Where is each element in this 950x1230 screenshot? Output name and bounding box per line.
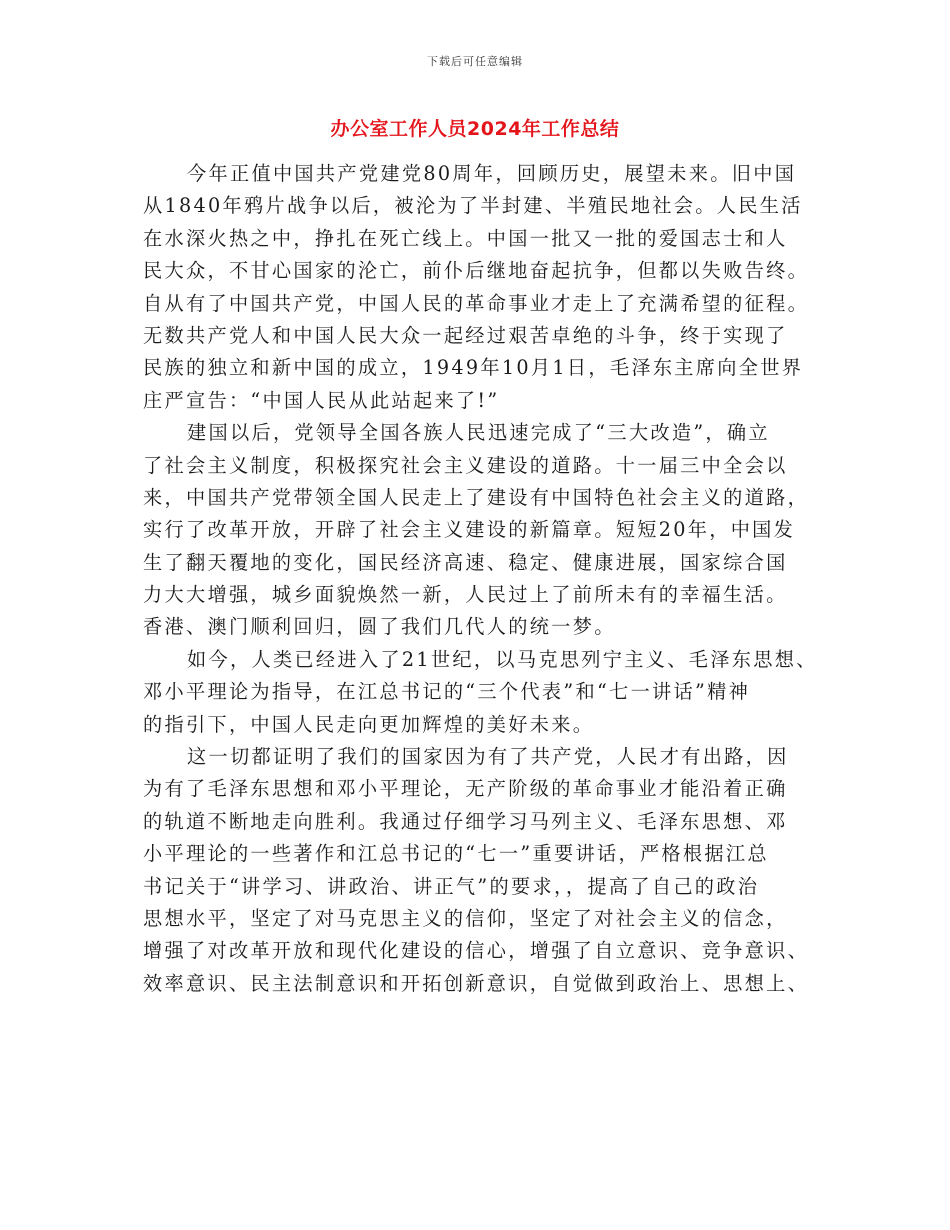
paragraph-line: 民大众，不甘心国家的沦亡，前仆后继地奋起抗争，但都以失败告终。 bbox=[143, 259, 810, 283]
document-body bbox=[143, 158, 823, 1000]
paragraph-line: 在水深火热之中，挣扎在死亡线上。中国一批又一批的爱国志士和人 bbox=[143, 226, 788, 250]
header-note: 下载后可任意编辑 bbox=[427, 55, 523, 68]
paragraph-line: 建国以后，党领导全国各族人民迅速完成了“三大改造”，确立 bbox=[187, 421, 770, 445]
paragraph-line: 从1840年鸦片战争以后，被沦为了半封建、半殖民地社会。人民生活 bbox=[143, 194, 803, 218]
paragraph-1 bbox=[143, 158, 823, 417]
paragraph-line: 的指引下，中国人民走向更加辉煌的美好未来。 bbox=[143, 712, 595, 736]
paragraph-line: 民族的独立和新中国的成立，1949年10月1日，毛泽东主席向全世界 bbox=[143, 356, 804, 380]
paragraph-line: 香港、澳门顺利回归，圆了我们几代人的统一梦。 bbox=[143, 615, 616, 639]
paragraph-line: 实行了改革开放，开辟了社会主义建设的新篇章。短短20年，中国发 bbox=[143, 518, 796, 542]
paragraph-line: 增强了对改革开放和现代化建设的信心，增强了自立意识、竞争意识、 bbox=[143, 939, 810, 963]
paragraph-line: 来，中国共产党带领全国人民走上了建设有中国特色社会主义的道路， bbox=[143, 485, 810, 509]
document-title: 办公室工作人员2024年工作总结 bbox=[330, 118, 620, 140]
paragraph-line: 小平理论的一些著作和江总书记的“七一”重要讲话，严格根据江总 bbox=[143, 842, 769, 866]
paragraph-line: 今年正值中国共产党建党80周年，回顾历史，展望未来。旧中国 bbox=[187, 162, 797, 185]
paragraph-3 bbox=[143, 644, 823, 741]
paragraph-line: 自从有了中国共产党，中国人民的革命事业才走上了充满希望的征程。 bbox=[143, 291, 810, 315]
paragraph-line: 无数共产党人和中国人民大众一起经过艰苦卓绝的斗争，终于实现了 bbox=[143, 323, 788, 347]
paragraph-4 bbox=[143, 741, 823, 1000]
paragraph-line: 效率意识、民主法制意识和开拓创新意识，自觉做到政治上、思想上、 bbox=[143, 971, 810, 995]
paragraph-line: 力大大增强，城乡面貌焕然一新，人民过上了前所未有的幸福生活。 bbox=[143, 583, 788, 607]
paragraph-line: 邓小平理论为指导，在江总书记的“三个代表”和“七一讲话”精神 bbox=[143, 680, 751, 704]
paragraph-line: 为有了毛泽东思想和邓小平理论，无产阶级的革命事业才能沿着正确 bbox=[143, 777, 788, 801]
paragraph-2 bbox=[143, 417, 823, 644]
paragraph-line: 庄严宣告：“中国人民从此站起来了!” bbox=[143, 388, 500, 412]
paragraph-line: 思想水平，坚定了对马克思主义的信仰，坚定了对社会主义的信念， bbox=[143, 906, 788, 930]
paragraph-line: 这一切都证明了我们的国家因为有了共产党，人民才有出路，因 bbox=[187, 745, 789, 769]
paragraph-line: 生了翻天覆地的变化，国民经济高速、稳定、健康进展，国家综合国 bbox=[143, 550, 788, 574]
paragraph-line: 书记关于“讲学习、讲政治、讲正气”的要求，，提高了自己的政治 bbox=[143, 874, 760, 898]
paragraph-line: 的轨道不断地走向胜利。我通过仔细学习马列主义、毛泽东思想、邓 bbox=[143, 809, 788, 833]
paragraph-line: 如今，人类已经进入了21世纪，以马克思列宁主义、毛泽东思想、 bbox=[187, 647, 818, 671]
paragraph-line: 了社会主义制度，积极探究社会主义建设的道路。十一届三中全会以 bbox=[143, 453, 788, 477]
